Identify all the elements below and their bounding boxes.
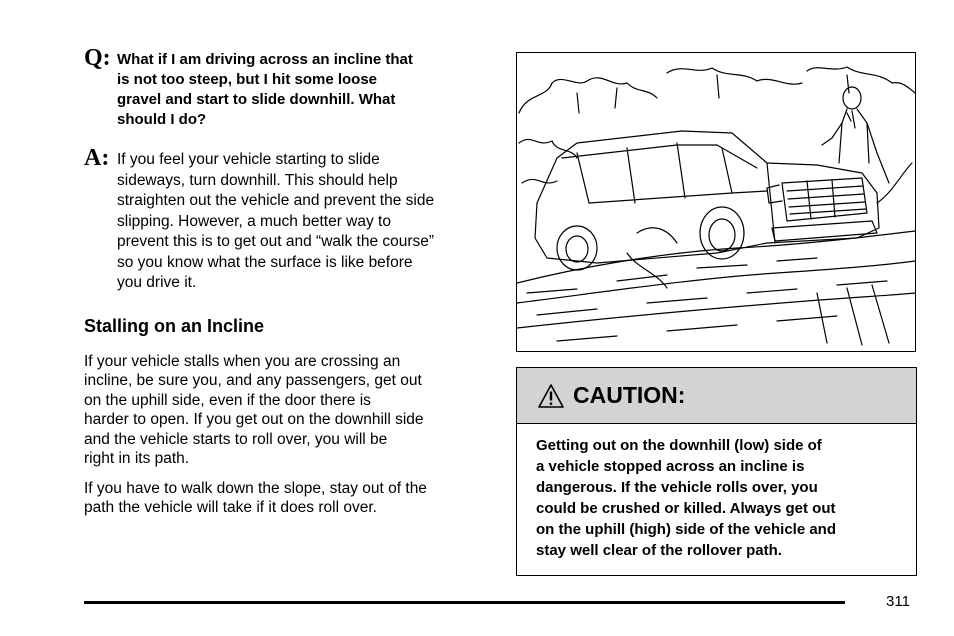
answer-block — [84, 145, 494, 294]
paragraph-walk — [84, 479, 494, 518]
footer-rule — [84, 601, 845, 604]
answer-line: slipping. However, a much better way to — [117, 212, 391, 230]
answer-line: so you know what the surface is like before — [117, 253, 413, 271]
question-line: is not too steep, but I hit some loose — [117, 71, 378, 88]
answer-line: you drive it. — [117, 274, 197, 291]
caution-line: on the uphill (high) side of the vehicle and — [536, 521, 837, 538]
caution-box — [516, 367, 917, 576]
paragraph-line: on the uphill side, even if the door there is — [84, 391, 371, 409]
question-line: What if I am driving across an incline that — [117, 51, 413, 68]
caution-header — [517, 368, 916, 424]
caution-line: dangerous. If the vehicle rolls over, you — [536, 479, 818, 496]
caution-line: could be crushed or killed. Always get out — [536, 500, 836, 517]
paragraph-line: right in its path. — [84, 450, 190, 467]
question-line: gravel and start to slide downhill. What — [117, 91, 396, 108]
section-heading: Stalling on an Incline — [84, 315, 265, 336]
answer-mark-label: A: — [84, 145, 110, 171]
paragraph-line: If you have to walk down the slope, stay out of the — [84, 479, 427, 497]
caution-body — [517, 424, 916, 561]
question-text — [117, 50, 494, 130]
question-block — [84, 45, 494, 130]
caution-line: stay well clear of the rollover path. — [536, 542, 782, 559]
paragraph-line: incline, be sure you, and any passengers, get out — [84, 372, 422, 389]
vehicle-on-incline-illustration — [516, 52, 916, 352]
paragraph-line: harder to open. If you get out on the downhill side — [84, 411, 424, 428]
warning-triangle-icon — [537, 383, 565, 409]
answer-line: prevent this is to get out and “walk the course” — [117, 233, 435, 250]
caution-line: a vehicle stopped across an incline is — [536, 458, 805, 475]
paragraph-line: and the vehicle starts to roll over, you will be — [84, 430, 388, 448]
answer-line: straighten out the vehicle and prevent the side — [117, 192, 435, 209]
left-column — [84, 45, 494, 518]
paragraph-line: If your vehicle stalls when you are crossing an — [84, 352, 401, 370]
paragraph-line: path the vehicle will take if it does roll over. — [84, 499, 377, 516]
answer-line: If you feel your vehicle starting to slide — [117, 151, 380, 168]
question-mark-label: Q: — [84, 45, 111, 71]
caution-title: CAUTION: — [573, 382, 686, 408]
caution-line: Getting out on the downhill (low) side of — [536, 437, 822, 454]
question-line: should I do? — [117, 111, 207, 128]
answer-text — [117, 150, 494, 294]
paragraph-stall — [84, 352, 494, 469]
answer-line: sideways, turn downhill. This should help — [117, 171, 398, 189]
page-number: 311 — [886, 593, 910, 610]
